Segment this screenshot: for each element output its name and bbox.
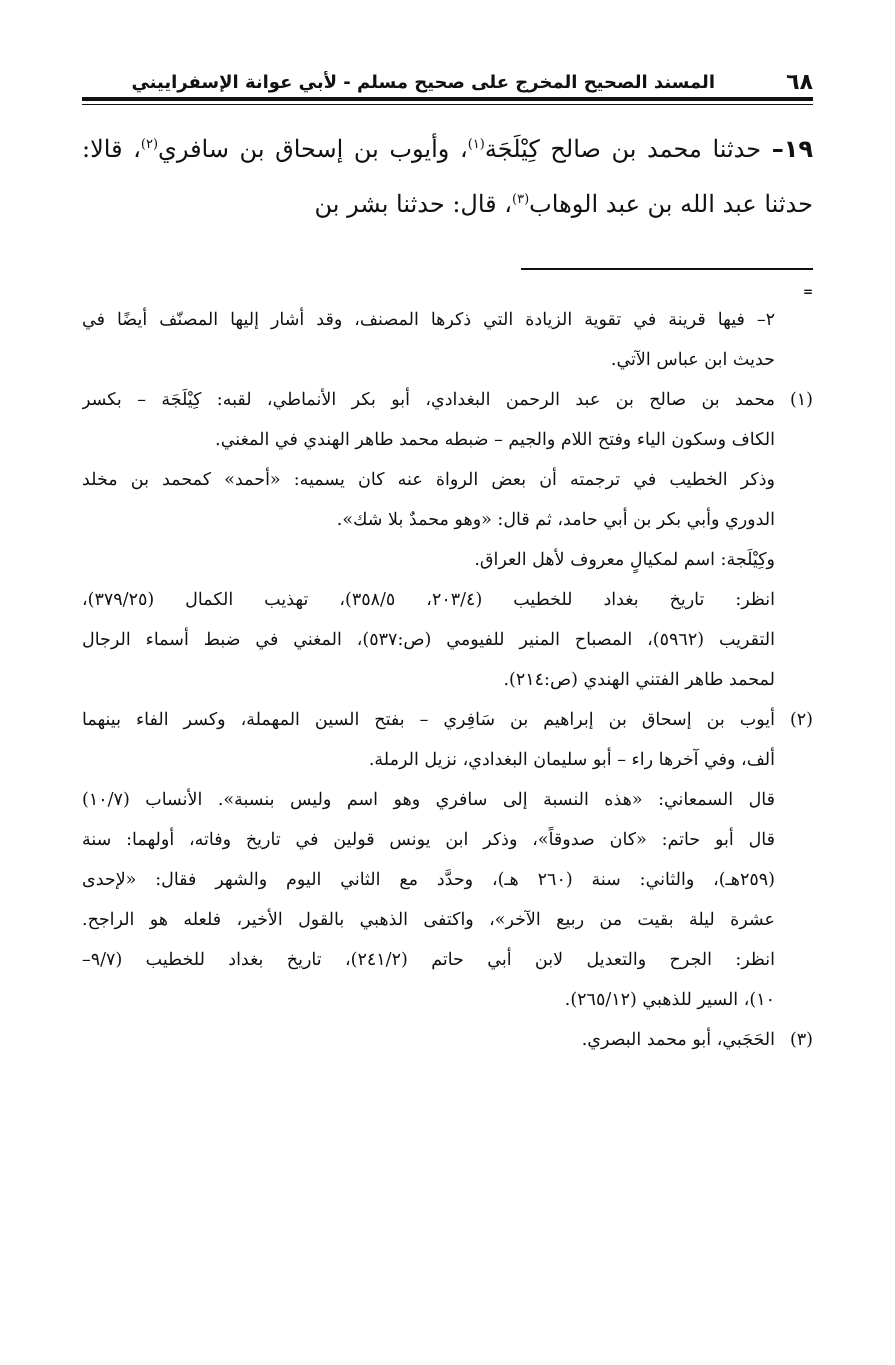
footnote-line: انظر: الجرح والتعديل لابن أبي حاتم (٢٤١/٢)، تاريخ بغداد للخطيب (٩/٧– [82, 950, 775, 970]
hadith-segment: حدثنا محمد بن صالح كِيْلَجَة [484, 135, 772, 163]
footnote-line: الحَجَبي، أبو محمد البصري. [581, 1030, 775, 1050]
hadith-segment: ، وأيوب بن إسحاق بن سافري [158, 135, 468, 163]
footnote-line: الدوري وأبي بكر بن أبي حامد، ثم قال: «وهو محمدٌ بلا شك». [336, 510, 775, 530]
footnote-carryover [82, 300, 813, 380]
footnote-number: (١) [789, 390, 813, 410]
footnote-line: قال أبو حاتم: «كان صدوقاً»، وذكر ابن يونس قولين في تاريخ وفاته، أولهما: سنة [82, 830, 775, 850]
hadith-segment: ، قالا: حدثنا عبد الله بن عبد الوهاب [82, 135, 813, 218]
footnote-line: محمد بن صالح بن عبد الرحمن البغدادي، أبو بكر الأنماطي، لقبه: كِيْلَجَة – بكسر [82, 390, 775, 410]
footnote-2 [82, 700, 813, 1020]
running-header [82, 68, 813, 98]
footnote-ref: (٢) [140, 137, 159, 152]
footnotes [82, 300, 813, 1060]
footnote-number: (٣) [789, 1030, 813, 1050]
footnote-number: (٢) [789, 710, 813, 730]
page-number: ٦٨ [786, 70, 813, 95]
header-rule-thin [82, 104, 813, 105]
footnote-3 [82, 1020, 813, 1060]
footnote-line: وذكر الخطيب في ترجمته أن بعض الرواة عنه كان يسميه: «أحمد» كمحمد بن مخلد [82, 470, 775, 490]
footnote-line: أيوب بن إسحاق بن إبراهيم بن سَافِري – بفتح السين المهملة، وكسر الفاء بينهما [82, 710, 775, 730]
footnote-line: عشرة ليلة بقيت من ربيع الآخر»، واكتفى الذهبي بالقول الأخير، فلعله هو الراجح. [82, 910, 775, 930]
footnote-ref: (١) [467, 137, 485, 152]
hadith-number: ١٩– [771, 135, 813, 163]
footnote-line: (٢٥٩هـ)، والثاني: سنة (٢٦٠ هـ)، وحدَّد مع الثاني اليوم والشهر فقال: «لإحدى [82, 870, 775, 890]
footnote-1 [82, 380, 813, 700]
footnote-line: التقريب (٥٩٦٢)، المصباح المنير للفيومي (ص:٥٣٧)، المغني في ضبط أسماء الرجال [82, 630, 775, 650]
header-rule-thick [82, 97, 813, 101]
footnote-line: ألف، وفي آخرها راء – أبو سليمان البغدادي، نزيل الرملة. [368, 750, 775, 770]
footnote-line: قال السمعاني: «هذه النسبة إلى سافري وهو اسم وليس بنسبة». الأنساب (١٠/٧) [82, 790, 775, 810]
hadith-text [82, 122, 813, 232]
footnote-line: وكِيْلَجة: اسم لمكيالٍ معروف لأهل العراق. [474, 550, 775, 570]
hadith-segment: ، قال: حدثنا بشر بن [314, 190, 513, 218]
footnote-ref: (٣) [512, 192, 530, 207]
footnote-line: ١٠)، السير للذهبي (٢٦٥/١٢). [564, 990, 775, 1010]
footnote-line: حديث ابن عباس الآتي. [610, 350, 775, 370]
footnote-line: انظر: تاريخ بغداد للخطيب (٢٠٣/٤، ٣٥٨/٥)، تهذيب الكمال (٣٧٩/٢٥)، [82, 590, 775, 610]
continuation-marker: = [802, 285, 813, 299]
footnote-separator [521, 268, 813, 270]
footnote-line: الكاف وسكون الياء وفتح اللام والجيم – ضبطه محمد طاهر الهندي في المغني. [215, 430, 775, 450]
running-title: المسند الصحيح المخرج على صحيح مسلم - لأبي عوانة الإسفراييني [131, 72, 715, 93]
footnote-line: لمحمد طاهر الفتني الهندي (ص:٢١٤). [503, 670, 775, 690]
footnote-line: ٢– فيها قرينة في تقوية الزيادة التي ذكرها المصنف، وقد أشار إليها المصنّف أيضًا في [82, 310, 775, 330]
